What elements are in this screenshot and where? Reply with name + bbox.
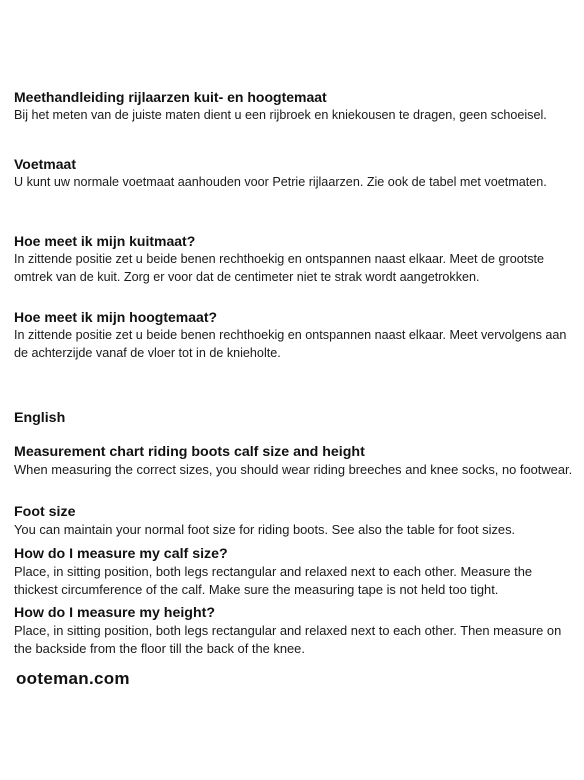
en-title: Measurement chart riding boots calf size and height <box>14 444 365 460</box>
en-height-heading: How do I measure my height? <box>14 605 216 621</box>
nl-title: Meethandleiding rijlaarzen kuit- en hoogtemaat <box>14 89 327 105</box>
en-height-text: Place, in sitting position, both legs rectangular and relaxed next to each other. Then measure on the backside from the floor till the back of the knee. <box>14 623 562 656</box>
nl-intro-section <box>14 89 574 124</box>
nl-height-section <box>14 309 574 362</box>
en-language-label-section <box>14 410 574 427</box>
en-calf-text: Place, in sitting position, both legs rectangular and relaxed next to each other. Measure the thickest circumference of the calf. Make sure the measuring tape is not held too tight. <box>14 564 533 597</box>
en-calf-heading: How do I measure my calf size? <box>14 546 228 562</box>
en-intro-text: When measuring the correct sizes, you should wear riding breeches and knee socks, no footwear. <box>14 462 573 477</box>
nl-intro-text: Bij het meten van de juiste maten dient u een rijbroek en kniekousen te dragen, geen schoeisel. <box>14 108 547 122</box>
nl-foot-text: U kunt uw normale voetmaat aanhouden voor Petrie rijlaarzen. Zie ook de tabel met voetmaten. <box>14 175 547 189</box>
en-calf-section <box>14 546 574 599</box>
nl-foot-heading: Voetmaat <box>14 156 76 172</box>
nl-foot-section <box>14 156 574 191</box>
nl-calf-section <box>14 233 574 286</box>
en-height-section <box>14 605 574 658</box>
nl-height-text: In zittende positie zet u beide benen rechthoekig en ontspannen naast elkaar. Meet vervolgens aan de achterzijde vanaf de vloer tot in de knieholte. <box>14 328 567 360</box>
en-foot-section <box>14 504 574 539</box>
en-language-label: English <box>14 410 66 426</box>
brand-watermark: ooteman.com <box>16 669 130 688</box>
en-foot-heading: Foot size <box>14 504 76 520</box>
en-foot-text: You can maintain your normal foot size for riding boots. See also the table for foot sizes. <box>14 522 516 537</box>
nl-calf-heading: Hoe meet ik mijn kuitmaat? <box>14 233 196 249</box>
nl-height-heading: Hoe meet ik mijn hoogtemaat? <box>14 309 218 325</box>
nl-calf-text: In zittende positie zet u beide benen rechthoekig en ontspannen naast elkaar. Meet de grootste omtrek van de kuit. Zorg er voor dat de centimeter niet te strak wordt aangetrokken. <box>14 252 545 284</box>
en-intro-section <box>14 444 574 479</box>
